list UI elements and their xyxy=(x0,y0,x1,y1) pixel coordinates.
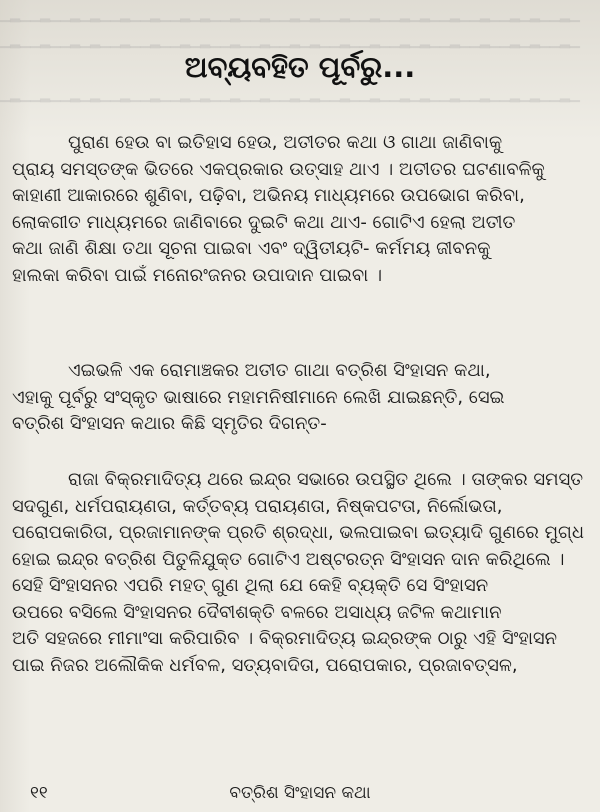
text-line: ବତ୍ରିଶ ସିଂହାସନ କଥାର କିଛି ସ୍ମୃତିର ଦିଗନ୍ତ- xyxy=(12,413,327,434)
text-line: ସଦଗୁଣ, ଧର୍ମପରାୟଣତା, କର୍ତ୍ତବ୍ୟ ପରାୟଣତା, ନିଷ୍କପଟତା, ନିର୍ଲୋଭତା, xyxy=(12,495,503,517)
text-line: ପ୍ରାୟ ସମସ୍ତଙ୍କ ଭିତରେ ଏକପ୍ରକାର ଉତ୍ସାହ ଥାଏ । ଅତୀତର ଘଟଣାବଳିକୁ xyxy=(12,158,545,180)
text-line: ପାଇ ନିଜର ଅଲୌକିକ ଧର୍ମବଳ, ସତ୍ୟବାଦିତା, ପରୋପକାର, ପ୍ରଜାବତ୍ସଳ, xyxy=(12,654,518,676)
chapter-title: ଅବ୍ୟବହିତ ପୂର୍ବରୁ... xyxy=(184,50,416,84)
text-line: ହୋଇ ଇନ୍ଦ୍ର ବତ୍ରିଶ ପିତୁଳିଯୁକ୍ତ ଗୋଟିଏ ଅଷ୍ଟରତ୍ନ ସିଂହାସନ ଦାନ କରିଥିଲେ । xyxy=(12,548,565,570)
text-line: ଏହାକୁ ପୂର୍ବରୁ ସଂସ୍କୃତ ଭାଷାରେ ମହାମନିଷୀମାନେ ଲେଖି ଯାଇଛନ୍ତି, ସେଇ xyxy=(12,386,505,408)
page-footer xyxy=(0,783,600,807)
show-through-texture: ▁▂▁▁▂▁▁▂▁▂▁▁▂▁▁▂▁▁▂▁▂▁▁▂▁▁▂▁▁▂▁▂▁▁▂▁▁▂▁▁▂▁▂▁▁▂▁▁▂▁▁▂▁▂▁▁▂▁ xyxy=(0,88,580,103)
page-number: ୧୧ xyxy=(30,783,48,803)
text-line: ରାଜା ବିକ୍ରମାଦିତ୍ୟ ଥରେ ଇନ୍ଦ୍ର ସଭାରେ ଉପସ୍ଥିତ ଥିଲେ । ତାଙ୍କର ସମସ୍ତ xyxy=(68,469,584,490)
paragraph-3 xyxy=(12,467,590,679)
text-line: ଅତି ସହଜରେ ମୀମାଂସା କରିପାରିବ । ବିକ୍ରମାଦିତ୍ୟ ଇନ୍ଦ୍ରଙ୍କ ଠାରୁ ଏହି ସିଂହାସନ xyxy=(12,628,558,649)
text-line: ଲୋକଗୀତ ମାଧ୍ୟମରେ ଜାଣିବାରେ ଦୁଇଟି କଥା ଥାଏ- ଗୋଟିଏ ହେଲା ଅତୀତ xyxy=(12,211,516,233)
text-line: ଉପରେ ବସିଲେ ସିଂହାସନର ଦୈବୀଶକ୍ତି ବଳରେ ଅସାଧ୍ୟ ଜଟିଳ କଥାମାନ xyxy=(12,601,502,623)
running-title: ବତ୍ରିଶ ସିଂହାସନ କଥା xyxy=(229,783,371,803)
text-line: ହାଲକା କରିବା ପାଇଁ ମନୋରଂଜନର ଉପାଦାନ ପାଇବା । xyxy=(12,264,383,286)
show-through-texture: ▁▂▁▁▂▁▁▂▁▂▁▁▂▁▁▂▁▁▂▁▂▁▁▂▁▁▂▁▁▂▁▂▁▁▂▁▁▂▁▁▂▁▂▁▁▂▁▁▂▁▁▂▁▂▁▁▂▁ xyxy=(0,34,580,49)
text-line: କଥା ଜାଣି ଶିକ୍ଷା ତଥା ସୂଚନା ପାଇବା ଏବଂ ଦ୍ୱିତୀୟଟି- କର୍ମମୟ ଜୀବନକୁ xyxy=(12,238,491,259)
text-line: ଏଇଭଳି ଏକ ରୋମାଞ୍ଚକର ଅତୀତ ଗାଥା ବତ୍ରିଶ ସିଂହାସନ କଥା, xyxy=(68,360,491,381)
text-line: ପରୋପକାରିତା, ପ୍ରଜାମାନଙ୍କ ପ୍ରତି ଶ୍ରଦ୍ଧା, ଭଲପାଇବା ଇତ୍ୟାଦି ଗୁଣରେ ମୁଗ୍ଧ xyxy=(12,522,585,543)
paragraph-2 xyxy=(12,358,590,438)
text-line: କାହାଣୀ ଆକାରରେ ଶୁଣିବା, ପଢ଼ିବା, ଅଭିନୟ ମାଧ୍ୟମରେ ଉପଭୋଗ କରିବା, xyxy=(12,185,525,206)
paragraph-1 xyxy=(12,130,590,289)
text-line: ସେହି ସିଂହାସନର ଏପରି ମହତ୍ ଗୁଣ ଥିଲା ଯେ କେହି ବ୍ୟକ୍ତି ସେ ସିଂହାସନ xyxy=(12,575,489,596)
show-through-texture: ▁▂▁▁▂▁▁▂▁▂▁▁▂▁▁▂▁▁▂▁▂▁▁▂▁▁▂▁▁▂▁▂▁▁▂▁▁▂▁▁▂▁▂▁▁▂▁▁▂▁▁▂▁▂▁▁▂▁ xyxy=(0,8,580,23)
text-line: ପୁରାଣ ହେଉ ବା ଇତିହାସ ହେଉ, ଅତୀତର କଥା ଓ ଗାଥା ଜାଣିବାକୁ xyxy=(68,132,503,153)
